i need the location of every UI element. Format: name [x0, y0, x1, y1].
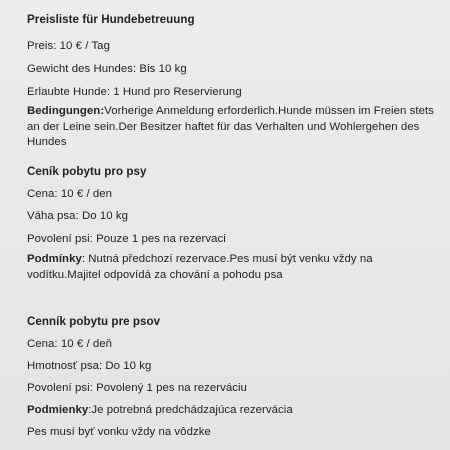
- weight-cs: Váha psa: Do 10 kg: [27, 210, 128, 222]
- conditions-text-cs: : Nutná předchozí rezervace.Pes musí být venku vždy na vodítku.Majitel odpovídá za chování a pohodu psa: [27, 253, 373, 281]
- section-title-cs: Ceník pobytu pro psy: [27, 165, 147, 178]
- weight-sk: Hmotnosť psa: Do 10 kg: [27, 360, 152, 372]
- section-title-sk: Cenník pobytu pre psov: [27, 315, 161, 328]
- conditions-de: [27, 104, 442, 151]
- conditions-text-sk: :Je potrebná predchádzajúca rezervácia: [88, 404, 293, 416]
- price-cs: Cena: 10 € / den: [27, 188, 113, 200]
- conditions-label-cs: Podmínky: [27, 253, 82, 265]
- conditions-sk: [27, 403, 293, 417]
- price-de: Preis: 10 € / Tag: [27, 40, 110, 52]
- allowed-dogs-cs: Povolení psi: Pouze 1 pes na rezervaci: [27, 233, 226, 245]
- conditions-text-de: Vorherige Anmeldung erforderlich.Hunde müssen im Freien stets an der Leine sein.Der Besitzer haftet für das Verhalten und Wohlergehen des Hundes: [27, 105, 434, 148]
- conditions-label-sk: Podmienky: [27, 404, 89, 416]
- conditions-label-de: Bedingungen:: [27, 105, 105, 117]
- price-sk: Cena: 10 € / deň: [27, 338, 113, 350]
- allowed-dogs-de: Erlaubte Hunde: 1 Hund pro Reservierung: [27, 86, 242, 98]
- conditions-cs: [27, 252, 442, 283]
- weight-de: Gewicht des Hundes: Bis 10 kg: [27, 63, 187, 75]
- conditions-sk-line2: Pes musí byť vonku vždy na vôdzke: [27, 426, 211, 438]
- allowed-dogs-sk: Povolení psi: Povolený 1 pes na rezerváciu: [27, 382, 247, 394]
- section-title-de: Preisliste für Hundebetreuung: [27, 13, 195, 26]
